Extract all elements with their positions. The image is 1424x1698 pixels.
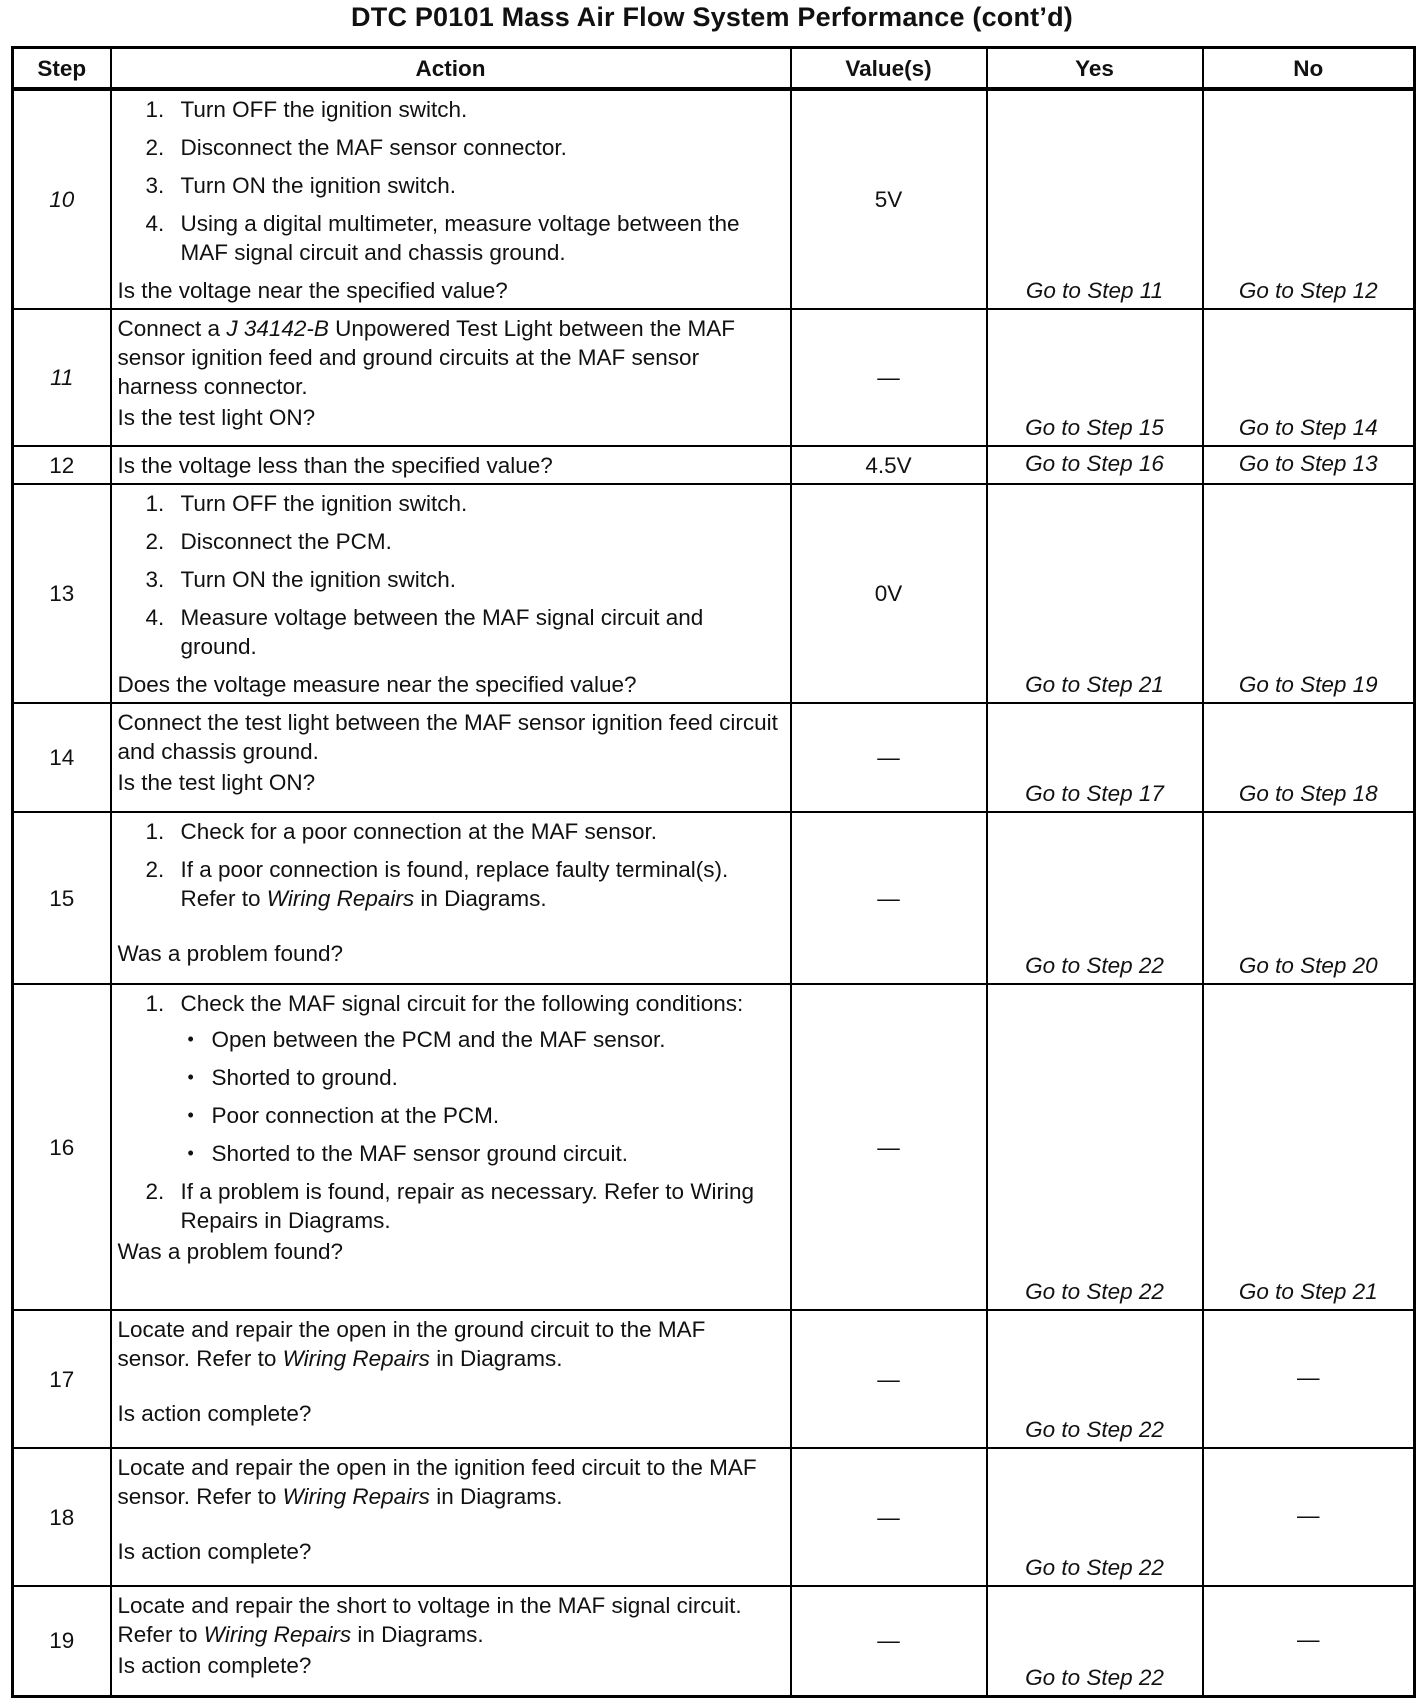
value-cell: — xyxy=(791,1310,987,1448)
step-number: 15 xyxy=(13,812,111,984)
step-number: 19 xyxy=(13,1586,111,1696)
question: Is the test light ON? xyxy=(117,405,316,430)
bullet-item: • Shorted to the MAF sensor ground circuit. xyxy=(182,1139,784,1168)
action-text: Connect a J 34142-B Unpowered Test Light between the MAF sensor ignition feed and ground circuits at the MAF sensor harness connector. xyxy=(117,316,735,399)
list-item: 3. Turn ON the ignition switch. xyxy=(145,173,457,198)
action-text: Connect the test light between the MAF sensor ignition feed circuit and chassis ground. xyxy=(117,710,778,764)
action-cell xyxy=(111,1448,791,1586)
list-item: 2. Disconnect the MAF sensor connector. xyxy=(145,135,567,160)
table-row xyxy=(13,984,1415,1310)
question: Is the voltage less than the specified value? xyxy=(117,453,553,478)
table-row xyxy=(13,812,1415,984)
action-cell xyxy=(111,703,791,812)
table-row xyxy=(13,309,1415,446)
action-cell xyxy=(111,812,791,984)
no-cell: Go to Step 12 xyxy=(1203,89,1415,309)
value-cell: — xyxy=(791,703,987,812)
question: Is action complete? xyxy=(117,1653,312,1678)
list-item: 2. Disconnect the PCM. xyxy=(145,529,392,554)
no-cell: Go to Step 20 xyxy=(1203,812,1415,984)
action-text: Locate and repair the open in the ignition feed circuit to the MAF sensor. Refer to Wiring Repairs in Diagrams. xyxy=(117,1455,757,1509)
list-item: 1. Turn OFF the ignition switch. xyxy=(145,491,468,516)
action-cell xyxy=(111,89,791,309)
no-cell: — xyxy=(1203,1586,1415,1696)
header-step: Step xyxy=(13,48,111,90)
list-item: 1. Turn OFF the ignition switch. xyxy=(145,97,468,122)
yes-cell: Go to Step 22 xyxy=(987,1448,1203,1586)
value-cell: — xyxy=(791,812,987,984)
header-yes: Yes xyxy=(987,48,1203,90)
list-item: 1. Check for a poor connection at the MAF sensor. xyxy=(145,819,657,844)
yes-cell: Go to Step 22 xyxy=(987,1310,1203,1448)
table-row xyxy=(13,1310,1415,1448)
no-cell: — xyxy=(1203,1310,1415,1448)
diagnostic-table xyxy=(11,46,1416,1698)
action-cell xyxy=(111,1310,791,1448)
value-cell: 0V xyxy=(791,484,987,703)
list-item: 4. Measure voltage between the MAF signal circuit and ground. xyxy=(145,605,704,659)
question: Is the test light ON? xyxy=(117,770,316,795)
value-cell: — xyxy=(791,309,987,446)
step-number: 12 xyxy=(13,446,111,484)
step-number: 17 xyxy=(13,1310,111,1448)
step-number: 14 xyxy=(13,703,111,812)
table-row xyxy=(13,446,1415,484)
step-number: 10 xyxy=(13,89,111,309)
list-item: 3. Turn ON the ignition switch. xyxy=(145,567,457,592)
yes-cell: Go to Step 22 xyxy=(987,1586,1203,1696)
no-cell: — xyxy=(1203,1448,1415,1586)
value-cell: — xyxy=(791,1448,987,1586)
table-row xyxy=(13,703,1415,812)
yes-cell: Go to Step 22 xyxy=(987,984,1203,1310)
yes-cell: Go to Step 15 xyxy=(987,309,1203,446)
no-cell: Go to Step 19 xyxy=(1203,484,1415,703)
bullet-item: • Open between the PCM and the MAF sensor. xyxy=(182,1025,784,1054)
yes-cell: Go to Step 17 xyxy=(987,703,1203,812)
step-number: 16 xyxy=(13,984,111,1310)
action-cell xyxy=(111,446,791,484)
bullet-item: • Shorted to ground. xyxy=(182,1063,784,1092)
value-cell: — xyxy=(791,1586,987,1696)
action-text: Locate and repair the short to voltage in the MAF signal circuit. Refer to Wiring Repairs in Diagrams. xyxy=(117,1593,742,1647)
list-item: 2. If a problem is found, repair as necessary. Refer to Wiring Repairs in Diagrams. xyxy=(145,1179,755,1233)
yes-cell: Go to Step 11 xyxy=(987,89,1203,309)
question: Was a problem found? xyxy=(117,1239,344,1264)
yes-cell: Go to Step 21 xyxy=(987,484,1203,703)
table-row xyxy=(13,1448,1415,1586)
no-cell: Go to Step 13 xyxy=(1203,446,1415,484)
action-cell xyxy=(111,309,791,446)
table-row xyxy=(13,89,1415,309)
header-no: No xyxy=(1203,48,1415,90)
question: Was a problem found? xyxy=(117,941,344,966)
no-cell: Go to Step 21 xyxy=(1203,984,1415,1310)
list-item: 2. If a poor connection is found, replace faulty terminal(s). Refer to Wiring Repairs in Diagrams. xyxy=(145,857,729,911)
header-row xyxy=(13,48,1415,90)
action-text: Locate and repair the open in the ground circuit to the MAF sensor. Refer to Wiring Repairs in Diagrams. xyxy=(117,1317,706,1371)
question: Does the voltage measure near the specified value? xyxy=(117,672,637,697)
question: Is action complete? xyxy=(117,1539,312,1564)
header-action: Action xyxy=(111,48,791,90)
header-values: Value(s) xyxy=(791,48,987,90)
no-cell: Go to Step 18 xyxy=(1203,703,1415,812)
question: Is action complete? xyxy=(117,1401,312,1426)
value-cell: — xyxy=(791,984,987,1310)
page-title: DTC P0101 Mass Air Flow System Performance (cont’d) xyxy=(351,2,1073,32)
step-number: 11 xyxy=(13,309,111,446)
action-cell xyxy=(111,484,791,703)
table-row xyxy=(13,484,1415,703)
table-row xyxy=(13,1586,1415,1696)
yes-cell: Go to Step 16 xyxy=(987,446,1203,484)
question: Is the voltage near the specified value? xyxy=(117,278,508,303)
value-cell: 5V xyxy=(791,89,987,309)
action-cell xyxy=(111,1586,791,1696)
no-cell: Go to Step 14 xyxy=(1203,309,1415,446)
value-cell: 4.5V xyxy=(791,446,987,484)
list-item: 4. Using a digital multimeter, measure voltage between the MAF signal circuit and chassis ground. xyxy=(145,211,740,265)
list-item: 1. Check the MAF signal circuit for the following conditions: xyxy=(145,991,744,1016)
step-number: 13 xyxy=(13,484,111,703)
step-number: 18 xyxy=(13,1448,111,1586)
yes-cell: Go to Step 22 xyxy=(987,812,1203,984)
bullet-item: • Poor connection at the PCM. xyxy=(182,1101,784,1130)
action-cell xyxy=(111,984,791,1310)
